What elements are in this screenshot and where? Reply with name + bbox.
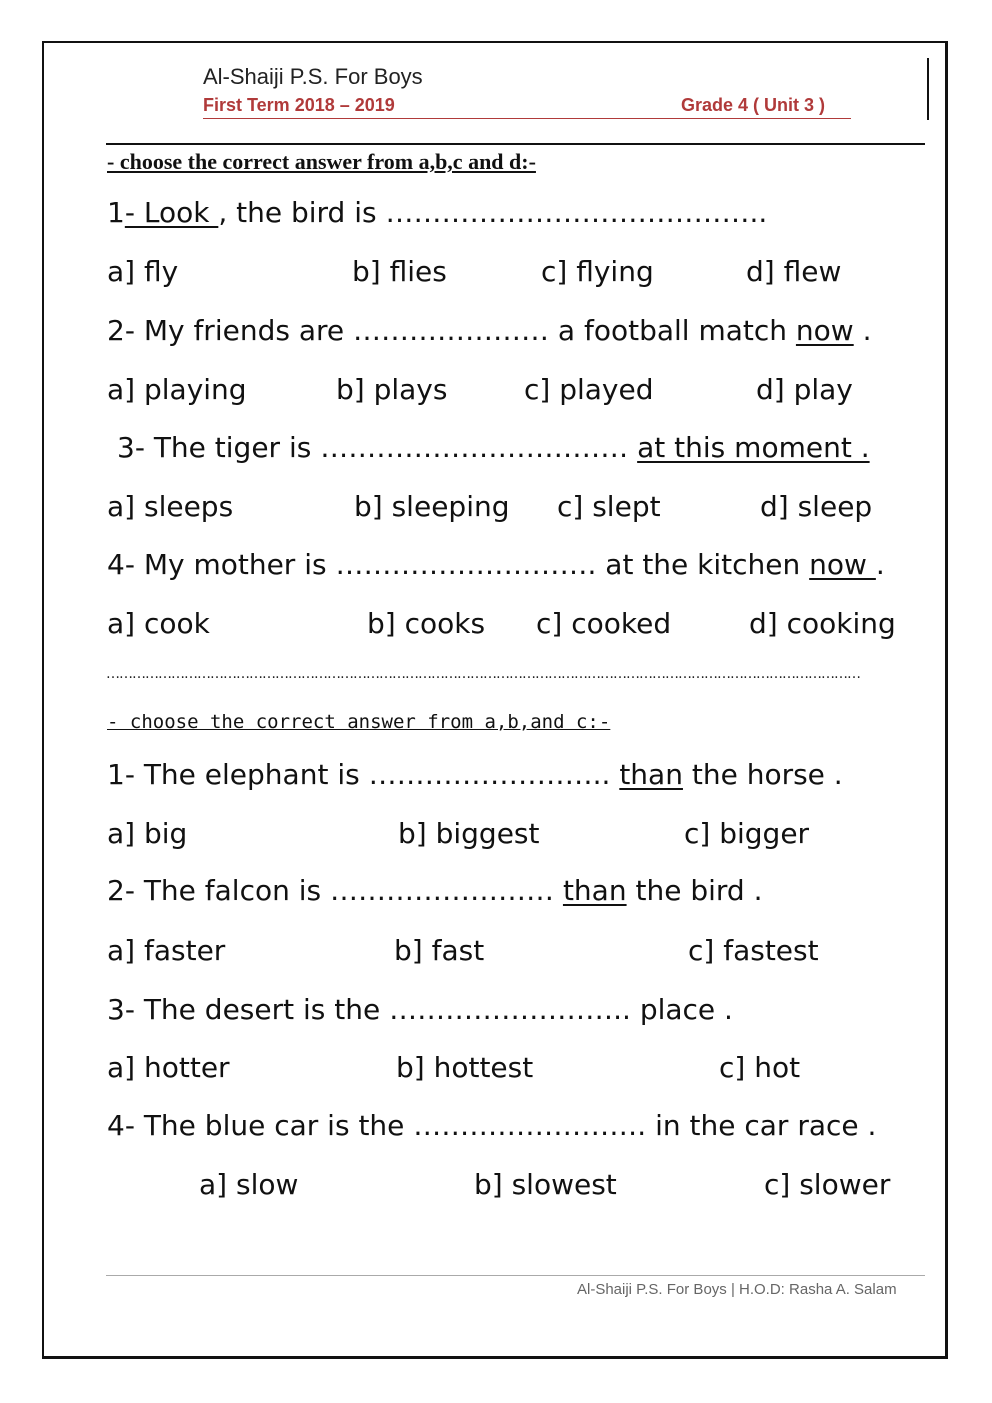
dotted-separator: …………………………………………………………………………………………………………………………………………………………: [106, 666, 860, 682]
s2-q2-option-c: c] fastest: [688, 934, 819, 967]
s2-q1-option-b: b] biggest: [398, 817, 540, 850]
s2-question-1: 1- The elephant is …………………….. than the horse .: [107, 758, 843, 791]
s1-q1-option-a: a] fly: [107, 255, 179, 288]
term-label: First Term 2018 – 2019: [203, 95, 395, 115]
s1-q2-option-a: a] playing: [107, 373, 247, 406]
s2-q3-option-b: b] hottest: [396, 1051, 534, 1084]
s2-q3-option-a: a] hotter: [107, 1051, 230, 1084]
s1-question-2: 2- My friends are ………………… a football match now .: [107, 314, 872, 347]
s1-q1-option-c: c] flying: [541, 255, 654, 288]
header-vertical-bar: [927, 58, 929, 120]
s2-q4-option-b: b] slowest: [474, 1168, 617, 1201]
footer-text: Al-Shaiji P.S. For Boys | H.O.D: Rasha A. Salam: [577, 1281, 897, 1298]
s2-q4-option-a: a] slow: [199, 1168, 299, 1201]
s1-question-3: 3- The tiger is …………………………… at this moment .: [117, 431, 870, 464]
s2-q2-option-a: a] faster: [107, 934, 226, 967]
s1-q4-option-a: a] cook: [107, 607, 210, 640]
s2-question-3: 3- The desert is the …………………….. place .: [107, 993, 733, 1026]
s2-q3-option-c: c] hot: [719, 1051, 801, 1084]
s2-question-4: 4- The blue car is the ……………………. in the car race .: [107, 1109, 877, 1142]
s2-q1-option-a: a] big: [107, 817, 188, 850]
s1-q2-option-c: c] played: [524, 373, 654, 406]
s2-q2-option-b: b] fast: [394, 934, 485, 967]
footer-divider: [106, 1275, 925, 1276]
s1-q2-option-d: d] play: [756, 373, 853, 406]
section1-instruction: - choose the correct answer from a,b,c and d:-: [107, 149, 536, 174]
s2-question-2: 2- The falcon is …………………… than the bird .: [107, 874, 763, 907]
s1-q3-option-d: d] sleep: [760, 490, 873, 523]
header-underline: [203, 118, 851, 119]
grade-label: Grade 4 ( Unit 3 ): [681, 95, 826, 115]
header-divider: [106, 143, 925, 145]
s2-q4-option-c: c] slower: [764, 1168, 891, 1201]
school-name: Al-Shaiji P.S. For Boys: [203, 64, 423, 89]
s1-q1-option-d: d] flew: [746, 255, 842, 288]
s1-q3-option-c: c] slept: [557, 490, 661, 523]
s2-q1-option-c: c] bigger: [684, 817, 810, 850]
s1-q4-option-c: c] cooked: [536, 607, 672, 640]
s1-question-1: 1- Look , the bird is …………………………………..: [107, 196, 768, 229]
s1-q3-option-a: a] sleeps: [107, 490, 234, 523]
page-border: [42, 41, 948, 1359]
s1-q4-option-b: b] cooks: [367, 607, 486, 640]
s1-question-4: 4- My mother is ………………………. at the kitchen now .: [107, 548, 885, 581]
s1-q2-option-b: b] plays: [336, 373, 448, 406]
s1-q3-option-b: b] sleeping: [354, 490, 510, 523]
s1-q4-option-d: d] cooking: [749, 607, 896, 640]
section2-instruction: - choose the correct answer from a,b,and c:-: [107, 711, 611, 733]
s1-q1-option-b: b] flies: [352, 255, 447, 288]
